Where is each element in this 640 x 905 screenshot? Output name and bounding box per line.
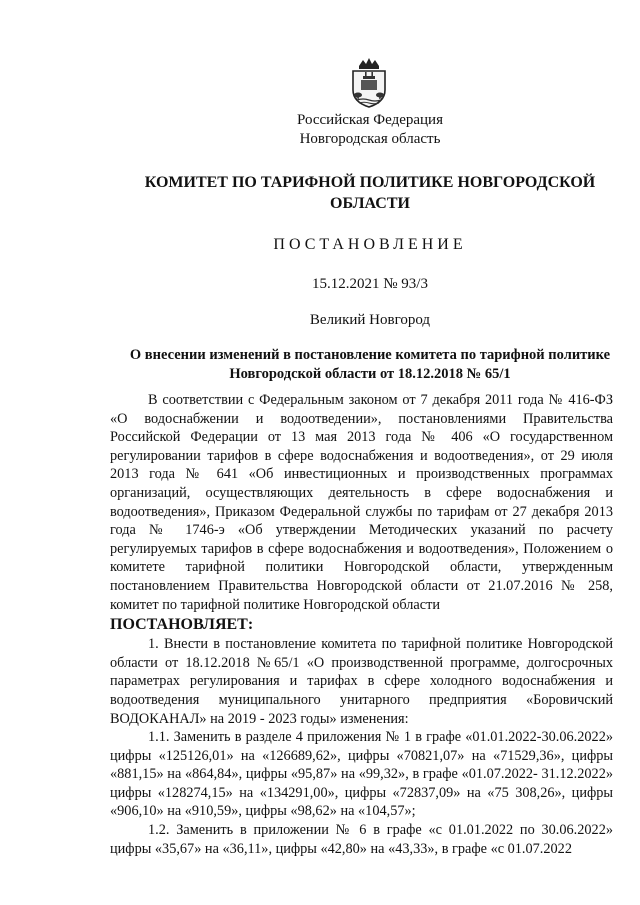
item-1-paragraph: 1. Внести в постановление комитета по тарифной политике Новгородской области от 18.12.2018 №65/1 «О производственной программе, долгосрочных параметрах регулирования и тарифах в сфере холодного водоснабжения и водоотведения муниципального унитарного предприятия «Боровичский ВОДОКАНАЛ» на 2019 - 2023 годы» изменения: (110, 636, 613, 727)
region-name: Новгородская область (299, 131, 441, 147)
document-subject: О внесении изменений в постановление комитета по тарифной политике Новгородской области от 18.12.2018 № 65/1 (129, 347, 611, 382)
item-1-1-paragraph: 1.1. Заменить в разделе 4 приложения № 1 в графе «01.01.2022-30.06.2022» цифры «125126,01» на «126689,62», цифры «70821,07» на «71529,36», цифры «881,15» на «864,84», цифры «95,87» на «99,32», в графе «01.07.2022- 31.12.2022» цифры «128274,15» на «134291,00», цифры «72837,09» на «75 308,26», цифры «906,10» на «910,59», цифры «98,62» на «104,57»; (110, 729, 613, 820)
preamble-paragraph: В соответствии с Федеральным законом от 7 декабря 2011 года № 416-ФЗ «О водоснабжении и водоотведении», постановлениями Правительства Российской Федерации от 13 мая 2013 года № 406 «О государственном регулировании тарифов в сфере водоснабжения и водоотведения», от 29 июля 2013 года № 641 «Об инвестиционных и производственных программах организаций, осуществляющих деятельность в сфере водоснабжения и водоотведения», Приказом Федеральной службы по тарифам от 27 декабря 2013 года № 1746-э «Об утверждении Методических указаний по расчету регулируемых тарифов в сфере водоснабжения и водоотведения», Положением о комитете тарифной политики Новгородской области, утвержденным постановлением Правительства Новгородской области от 21.07.2016 № 258, комитет по тарифной политике Новгородской области (110, 392, 613, 613)
resolves-heading: ПОСТАНОВЛЯЕТ: (110, 616, 254, 634)
document-body (110, 391, 613, 858)
document-date-number: 15.12.2021 № 93/3 (312, 276, 428, 292)
country-name: Российская Федерация (297, 112, 443, 128)
document-city: Великий Новгород (309, 312, 431, 328)
document-type: ПОСТАНОВЛЕНИЕ (273, 236, 467, 253)
coat-of-arms-icon (341, 54, 397, 110)
committee-title: КОМИТЕТ ПО ТАРИФНОЙ ПОЛИТИКЕ НОВГОРОДСКОЙ ОБЛАСТИ (144, 174, 596, 212)
item-1-2-paragraph: 1.2. Заменить в приложении № 6 в графе «с 01.01.2022 по 30.06.2022» цифры «35,67» на «36,11», цифры «42,80» на «43,33», в графе «с 01.07.2022 (110, 822, 613, 857)
